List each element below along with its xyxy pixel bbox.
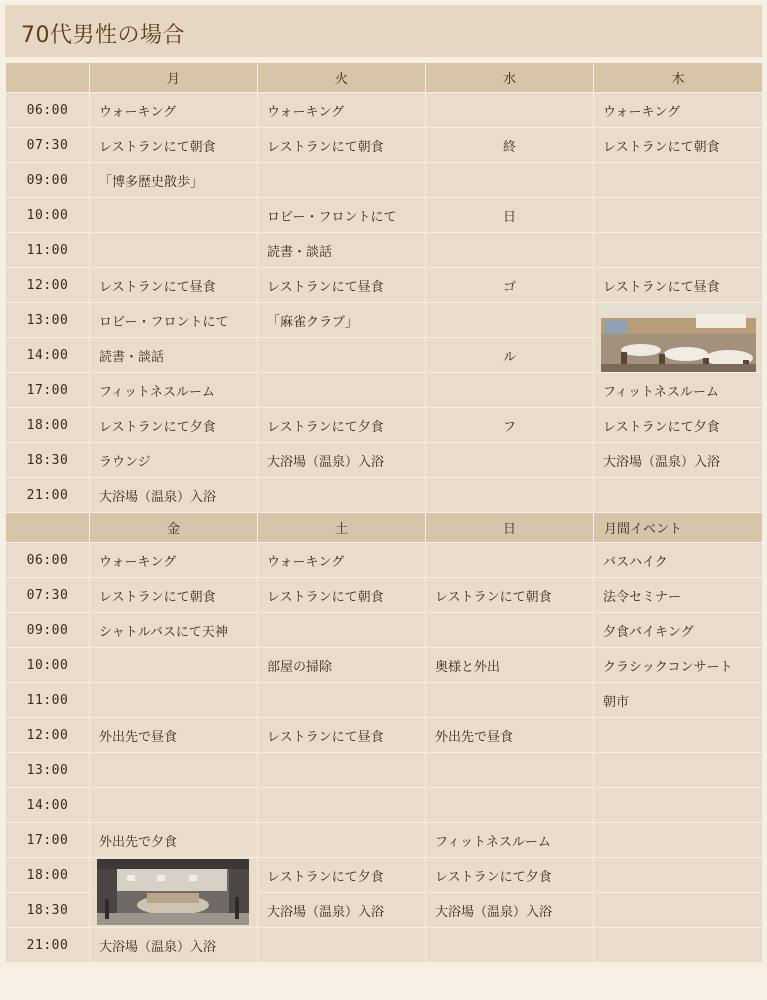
sunday-cell (426, 753, 594, 788)
time-cell: 21:00 (6, 478, 90, 513)
thursday-cell (594, 233, 763, 268)
tuesday-cell (258, 373, 426, 408)
tuesday-cell: 「麻雀クラブ」 (258, 303, 426, 338)
table-row (6, 373, 763, 408)
sunday-cell: レストランにて夕食 (426, 858, 594, 893)
tuesday-cell: レストランにて昼食 (258, 268, 426, 303)
monday-cell: ロビー・フロントにて (90, 303, 258, 338)
friday-cell: レストランにて朝食 (90, 578, 258, 613)
tuesday-cell (258, 478, 426, 513)
table-row (6, 788, 763, 823)
header-friday: 金 (90, 513, 258, 543)
time-cell: 11:00 (6, 683, 90, 718)
sunday-cell (426, 613, 594, 648)
wednesday-cell: フ (426, 408, 594, 443)
time-cell: 18:00 (6, 408, 90, 443)
thursday-cell (594, 198, 763, 233)
event-cell: クラシックコンサート (594, 648, 763, 683)
event-cell (594, 928, 763, 963)
monday-cell: 読書・談話 (90, 338, 258, 373)
monday-cell: フィットネスルーム (90, 373, 258, 408)
table-row (6, 648, 763, 683)
tuesday-cell: ロビー・フロントにて (258, 198, 426, 233)
thursday-cell: レストランにて昼食 (594, 268, 763, 303)
table-row (6, 408, 763, 443)
header-thursday: 木 (594, 63, 763, 93)
event-cell: 朝市 (594, 683, 763, 718)
wednesday-cell (426, 163, 594, 198)
header-tuesday: 火 (258, 63, 426, 93)
monday-cell: レストランにて朝食 (90, 128, 258, 163)
event-cell (594, 788, 763, 823)
time-cell: 18:00 (6, 858, 90, 893)
time-cell: 10:00 (6, 648, 90, 683)
table-row (6, 233, 763, 268)
tuesday-cell: ウォーキング (258, 93, 426, 128)
header-row-1 (6, 63, 763, 93)
sunday-cell: 外出先で昼食 (426, 718, 594, 753)
saturday-cell: 部屋の掃除 (258, 648, 426, 683)
event-cell (594, 718, 763, 753)
table-row (6, 613, 763, 648)
time-cell: 14:00 (6, 788, 90, 823)
saturday-cell: 大浴場（温泉）入浴 (258, 893, 426, 928)
header-saturday: 土 (258, 513, 426, 543)
tuesday-cell: 大浴場（温泉）入浴 (258, 443, 426, 478)
table-row (6, 543, 763, 578)
time-cell: 14:00 (6, 338, 90, 373)
thursday-cell: レストランにて夕食 (594, 408, 763, 443)
saturday-cell: レストランにて昼食 (258, 718, 426, 753)
saturday-cell: ウォーキング (258, 543, 426, 578)
table-row (6, 928, 763, 963)
time-cell: 07:30 (6, 578, 90, 613)
wednesday-cell: 日 (426, 198, 594, 233)
schedule-table (5, 62, 763, 963)
time-cell: 09:00 (6, 613, 90, 648)
event-cell: バスハイク (594, 543, 763, 578)
monday-cell (90, 198, 258, 233)
header-monday: 月 (90, 63, 258, 93)
sunday-cell (426, 683, 594, 718)
table-row (6, 443, 763, 478)
sunday-cell (426, 928, 594, 963)
page-title: 70代男性の場合 (21, 23, 185, 48)
sunday-cell: フィットネスルーム (426, 823, 594, 858)
header-monthly-events: 月間イベント (594, 513, 763, 543)
friday-cell (90, 648, 258, 683)
time-cell: 12:00 (6, 718, 90, 753)
header-sunday: 日 (426, 513, 594, 543)
thursday-cell (594, 478, 763, 513)
time-cell: 12:00 (6, 268, 90, 303)
time-cell: 18:30 (6, 893, 90, 928)
time-cell: 09:00 (6, 163, 90, 198)
dining-room-image (601, 304, 756, 372)
monday-cell: ラウンジ (90, 443, 258, 478)
saturday-cell (258, 753, 426, 788)
monday-cell: ウォーキング (90, 93, 258, 128)
thursday-cell: フィットネスルーム (594, 373, 763, 408)
tuesday-cell: レストランにて夕食 (258, 408, 426, 443)
wednesday-cell (426, 93, 594, 128)
title-bar (5, 5, 762, 57)
friday-cell: ウォーキング (90, 543, 258, 578)
table-row (6, 578, 763, 613)
time-cell: 17:00 (6, 373, 90, 408)
time-cell: 18:30 (6, 443, 90, 478)
wednesday-cell (426, 443, 594, 478)
friday-cell: 大浴場（温泉）入浴 (90, 928, 258, 963)
table-row (6, 163, 763, 198)
friday-cell: 外出先で昼食 (90, 718, 258, 753)
table-row (6, 478, 763, 513)
friday-cell: シャトルバスにて天神 (90, 613, 258, 648)
event-cell: 夕食バイキング (594, 613, 763, 648)
monday-cell: レストランにて昼食 (90, 268, 258, 303)
friday-cell: 外出先で夕食 (90, 823, 258, 858)
time-cell: 06:00 (6, 93, 90, 128)
tuesday-cell (258, 163, 426, 198)
saturday-cell: レストランにて夕食 (258, 858, 426, 893)
thursday-cell: レストランにて朝食 (594, 128, 763, 163)
event-cell (594, 753, 763, 788)
header-row-2 (6, 513, 763, 543)
saturday-cell (258, 928, 426, 963)
thursday-cell: ウォーキング (594, 93, 763, 128)
table-row (6, 93, 763, 128)
sunday-cell (426, 788, 594, 823)
table-row (6, 823, 763, 858)
thursday-photo-cell (594, 303, 763, 373)
sunday-cell (426, 543, 594, 578)
saturday-cell (258, 613, 426, 648)
tuesday-cell (258, 338, 426, 373)
tuesday-cell: レストランにて朝食 (258, 128, 426, 163)
sunday-cell: レストランにて朝食 (426, 578, 594, 613)
table-row (6, 303, 763, 338)
wednesday-cell: 終 (426, 128, 594, 163)
saturday-cell (258, 823, 426, 858)
table-row (6, 753, 763, 788)
bath-lobby-photo (97, 859, 257, 925)
thursday-cell (594, 163, 763, 198)
table-row (6, 268, 763, 303)
wednesday-cell (426, 373, 594, 408)
event-cell (594, 823, 763, 858)
event-cell: 法令セミナー (594, 578, 763, 613)
time-cell: 17:00 (6, 823, 90, 858)
tuesday-cell: 読書・談話 (258, 233, 426, 268)
bath-lobby-image (97, 859, 249, 925)
time-cell: 10:00 (6, 198, 90, 233)
wednesday-cell (426, 478, 594, 513)
friday-cell (90, 753, 258, 788)
monday-cell: 「博多歴史散歩」 (90, 163, 258, 198)
time-cell: 06:00 (6, 543, 90, 578)
wednesday-cell: ゴ (426, 268, 594, 303)
monday-cell: 大浴場（温泉）入浴 (90, 478, 258, 513)
time-cell: 21:00 (6, 928, 90, 963)
table-row (6, 683, 763, 718)
thursday-cell: 大浴場（温泉）入浴 (594, 443, 763, 478)
header-time (6, 63, 90, 93)
friday-cell (90, 683, 258, 718)
time-cell: 13:00 (6, 303, 90, 338)
friday-photo-cell (90, 858, 258, 928)
wednesday-cell: ル (426, 338, 594, 373)
wednesday-cell (426, 233, 594, 268)
time-cell: 11:00 (6, 233, 90, 268)
saturday-cell: レストランにて朝食 (258, 578, 426, 613)
table-row (6, 718, 763, 753)
header-time (6, 513, 90, 543)
wednesday-cell (426, 303, 594, 338)
time-cell: 07:30 (6, 128, 90, 163)
sunday-cell: 大浴場（温泉）入浴 (426, 893, 594, 928)
saturday-cell (258, 683, 426, 718)
table-row (6, 128, 763, 163)
monday-cell (90, 233, 258, 268)
time-cell: 13:00 (6, 753, 90, 788)
event-cell (594, 893, 763, 928)
table-row (6, 198, 763, 233)
monday-cell: レストランにて夕食 (90, 408, 258, 443)
saturday-cell (258, 788, 426, 823)
header-wednesday: 水 (426, 63, 594, 93)
event-cell (594, 858, 763, 893)
sunday-cell: 奥様と外出 (426, 648, 594, 683)
table-row (6, 858, 763, 893)
dining-room-photo (601, 304, 762, 372)
friday-cell (90, 788, 258, 823)
